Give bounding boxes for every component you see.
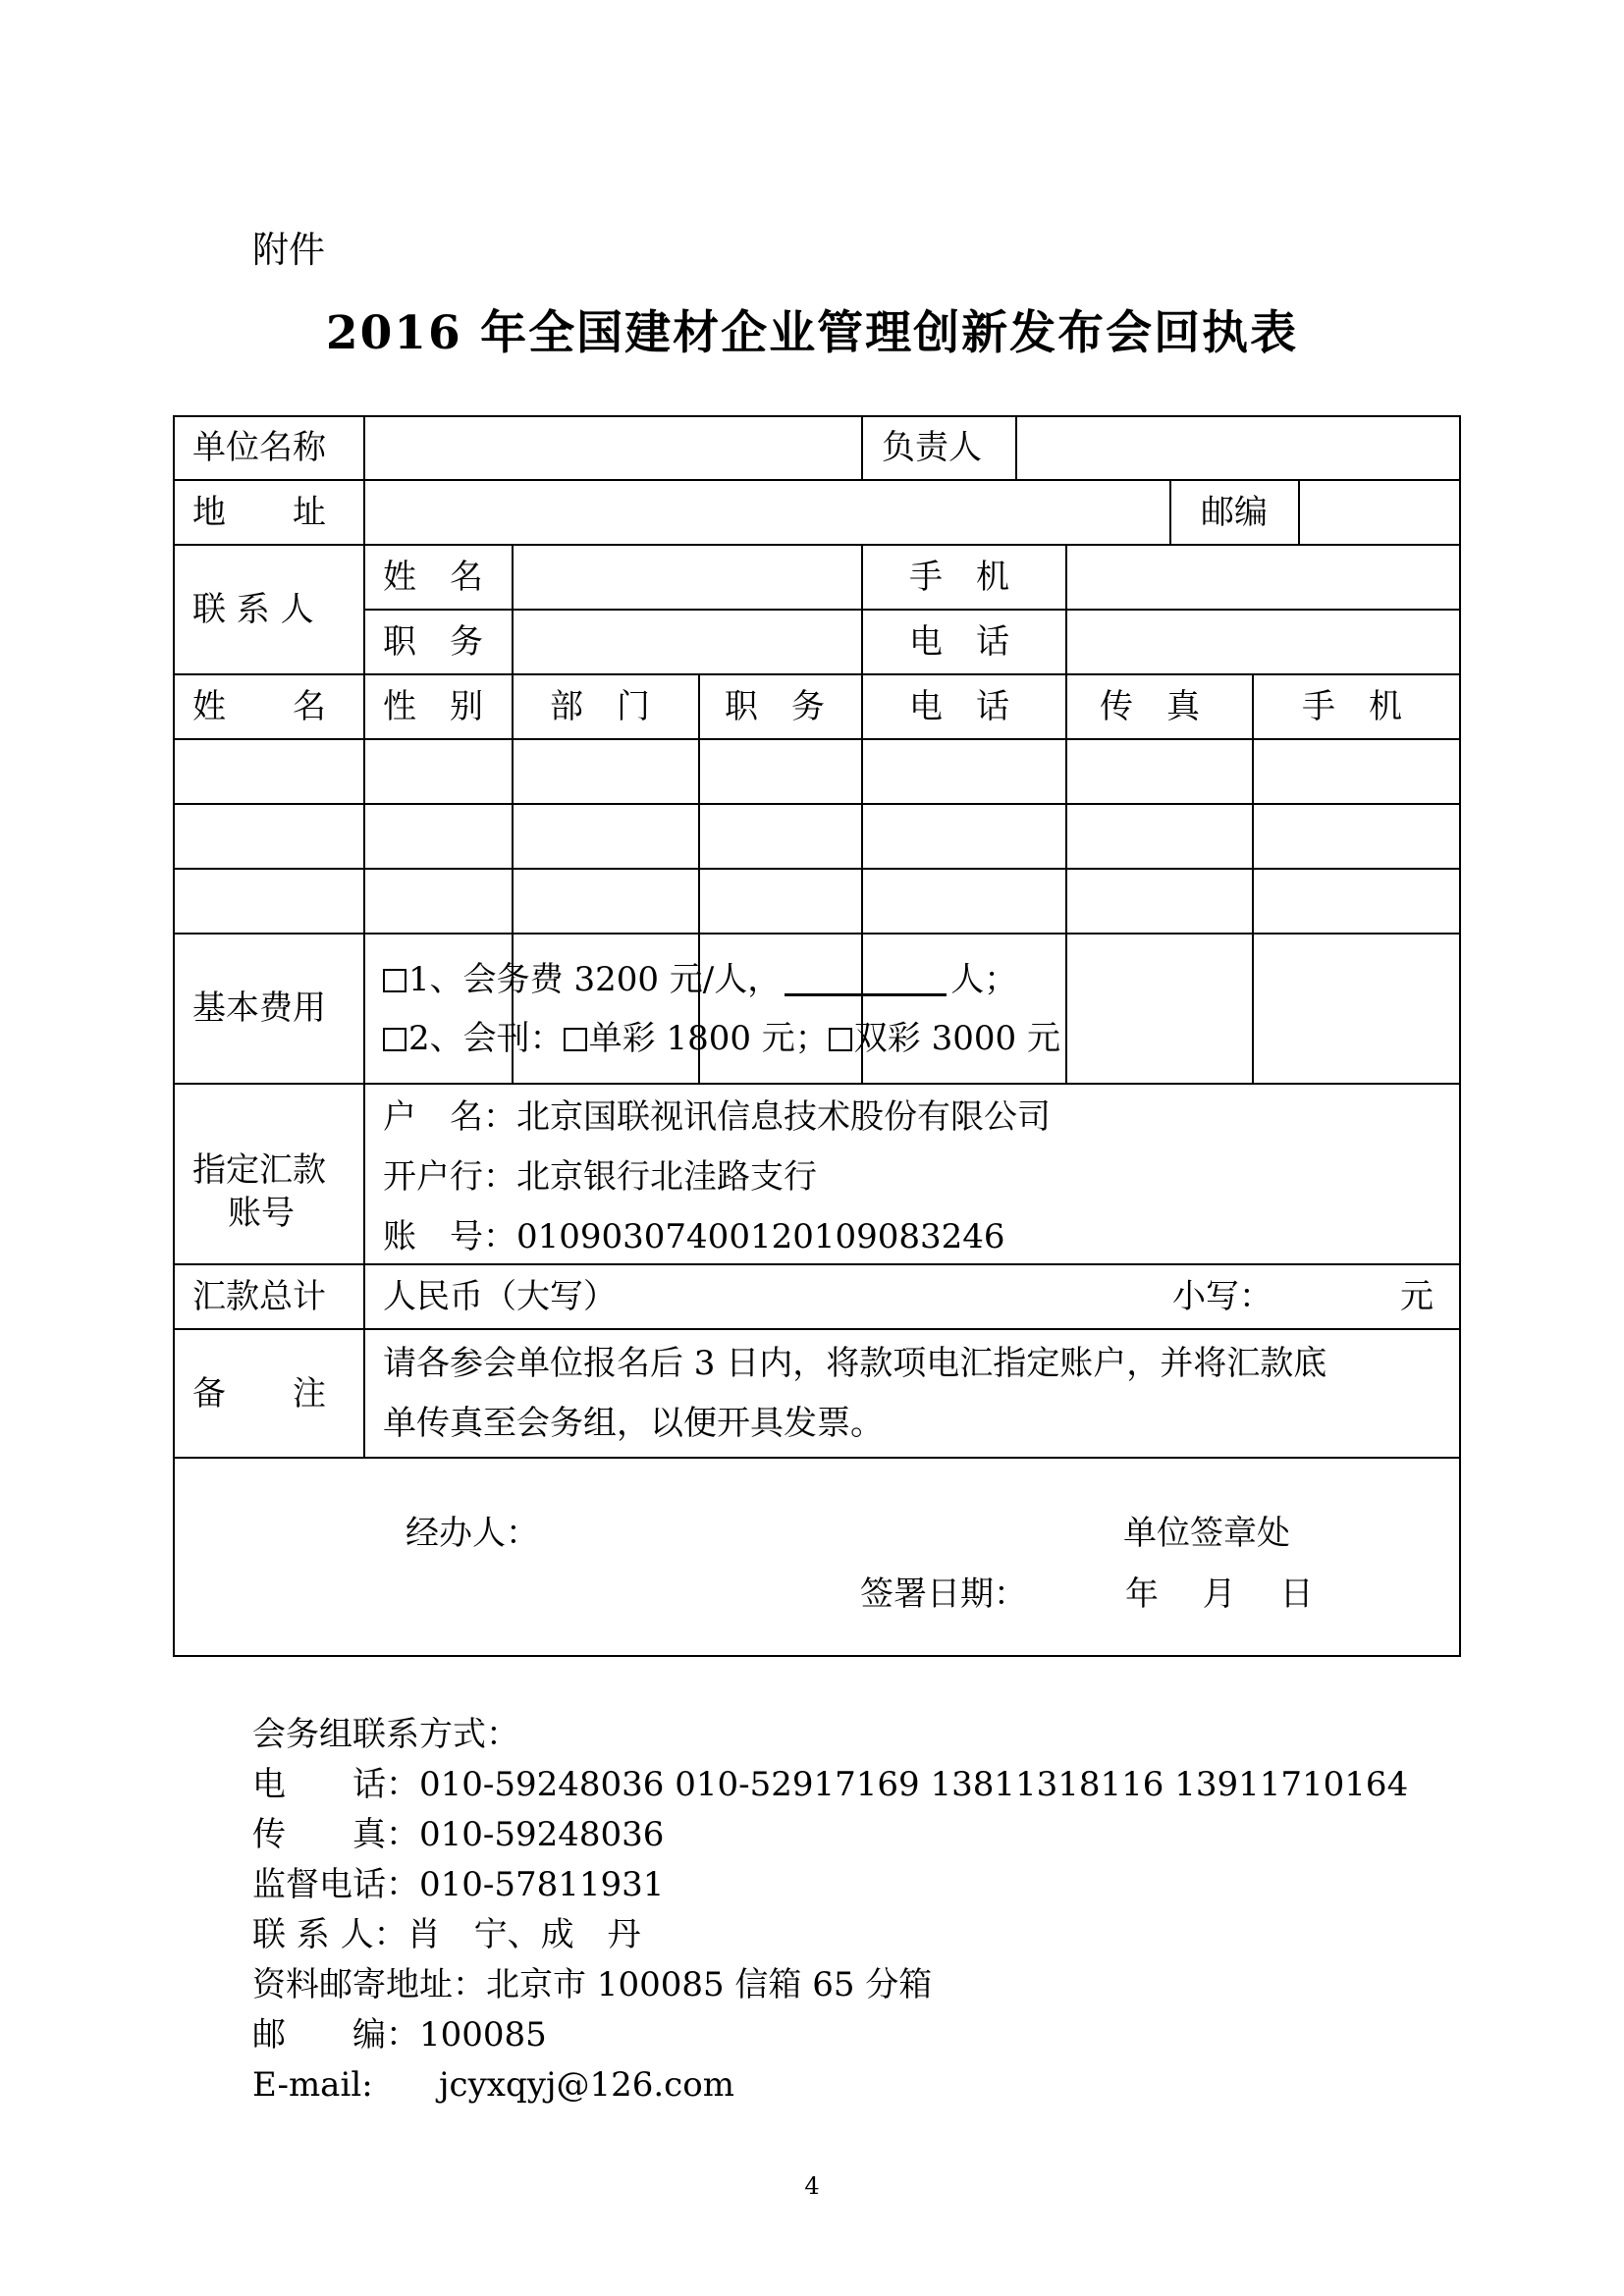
total-small-label: 小写： xyxy=(1172,1277,1272,1316)
remarks-line-1: 请各参会单位报名后 3 日内，将款项电汇指定账户，并将汇款底 xyxy=(383,1344,1327,1383)
page-number: 4 xyxy=(804,2172,820,2200)
unit-name-label: 单位名称 xyxy=(192,428,326,467)
attachment-label: 附件 xyxy=(252,229,325,271)
name-label: 姓 名 xyxy=(383,558,483,597)
page-title: 2016 年全国建材企业管理创新发布会回执表 xyxy=(325,306,1299,360)
header-name: 姓 名 xyxy=(192,687,326,726)
row-line xyxy=(173,868,1461,870)
contact-supervision-row: 监督电话：010-57811931 xyxy=(252,1865,665,1904)
col-line xyxy=(1298,479,1300,545)
account-number: 账 号：01090307400120109083246 xyxy=(383,1217,1005,1256)
contact-person-row: 联 系 人：肖 宁、成 丹 xyxy=(252,1915,641,1954)
email-link[interactable]: jcyxqyj@126.com xyxy=(439,2065,734,2105)
contact-fax-row: 传 真：010-59248036 xyxy=(252,1815,665,1854)
col-line xyxy=(363,415,365,1459)
col-line xyxy=(1015,415,1017,481)
total-unit: 元 xyxy=(1400,1277,1434,1316)
account-label-1: 指定汇款 xyxy=(192,1150,326,1190)
basic-fee-label: 基本费用 xyxy=(192,988,326,1028)
row-line xyxy=(173,479,1461,481)
row-line xyxy=(173,933,1461,934)
mail-address-row: 资料邮寄地址：北京市 100085 信箱 65 分箱 xyxy=(252,1965,933,2004)
sign-date-label: 签署日期： xyxy=(860,1575,1027,1614)
fee-line-2: 2、会刊： 单彩 1800 元； 双彩 3000 元 xyxy=(383,1022,1060,1055)
table-border-top xyxy=(173,415,1461,417)
contact-person-label: 联 系 人 xyxy=(192,590,314,629)
col-line xyxy=(1252,673,1254,1085)
contact-info xyxy=(252,1710,1408,2110)
position-label: 职 务 xyxy=(383,622,483,662)
header-position: 职 务 xyxy=(725,687,825,726)
address-label: 地 址 xyxy=(192,493,326,532)
col-line xyxy=(861,544,863,1085)
seal-label: 单位签章处 xyxy=(1123,1514,1290,1553)
fee-line-1: 1、会务费 3200 元/人， 人； xyxy=(383,963,1017,996)
account-label-2: 账号 xyxy=(228,1194,295,1233)
email-row: E-mail: jcyxqyj@126.com xyxy=(252,2065,734,2105)
phone-label: 电 话 xyxy=(909,622,1009,662)
row-line xyxy=(173,1457,1461,1459)
row-line xyxy=(173,544,1461,546)
remarks-label: 备 注 xyxy=(192,1374,326,1414)
mobile-label: 手 机 xyxy=(909,558,1009,597)
account-bank: 开户行：北京银行北洼路支行 xyxy=(383,1157,817,1197)
journal-checkbox[interactable] xyxy=(383,1028,406,1051)
row-line xyxy=(173,1263,1461,1265)
handler-label: 经办人： xyxy=(406,1514,539,1553)
col-line xyxy=(1169,479,1171,545)
header-gender: 性 别 xyxy=(383,687,483,726)
contact-heading: 会务组联系方式： xyxy=(252,1715,519,1754)
sign-date-value: 年 月 日 xyxy=(1125,1575,1314,1614)
row-line xyxy=(173,803,1461,805)
col-line xyxy=(1065,544,1067,1085)
header-phone: 电 话 xyxy=(909,687,1009,726)
total-rmb-uppercase: 人民币（大写） xyxy=(383,1277,617,1316)
row-line xyxy=(173,1328,1461,1330)
single-color-checkbox[interactable] xyxy=(564,1028,587,1051)
responsible-label: 负责人 xyxy=(882,428,982,467)
table-border-bottom xyxy=(173,1655,1461,1657)
col-line xyxy=(861,415,863,481)
row-line xyxy=(173,673,1461,675)
postcode-label: 邮编 xyxy=(1201,493,1268,532)
header-department: 部 门 xyxy=(550,687,650,726)
col-line xyxy=(512,544,514,1085)
remarks-line-2: 单传真至会务组，以便开具发票。 xyxy=(383,1404,884,1443)
reply-form-table xyxy=(173,415,1461,1657)
header-fax: 传 真 xyxy=(1100,687,1200,726)
total-label: 汇款总计 xyxy=(192,1277,326,1316)
row-line xyxy=(173,1083,1461,1085)
double-color-checkbox[interactable] xyxy=(829,1028,852,1051)
row-line xyxy=(363,609,1461,611)
row-line xyxy=(173,738,1461,740)
meeting-fee-checkbox[interactable] xyxy=(383,969,406,992)
attendee-count-blank[interactable] xyxy=(785,964,947,996)
postcode-row: 邮 编：100085 xyxy=(252,2015,547,2055)
table-border-right xyxy=(1459,415,1461,1657)
header-mobile: 手 机 xyxy=(1302,687,1402,726)
contact-phone-row: 电 话：010-59248036 010-52917169 13811318116 13911710164 xyxy=(252,1765,1409,1804)
table-border-left xyxy=(173,415,175,1657)
account-holder: 户 名：北京国联视讯信息技术股份有限公司 xyxy=(383,1097,1051,1137)
